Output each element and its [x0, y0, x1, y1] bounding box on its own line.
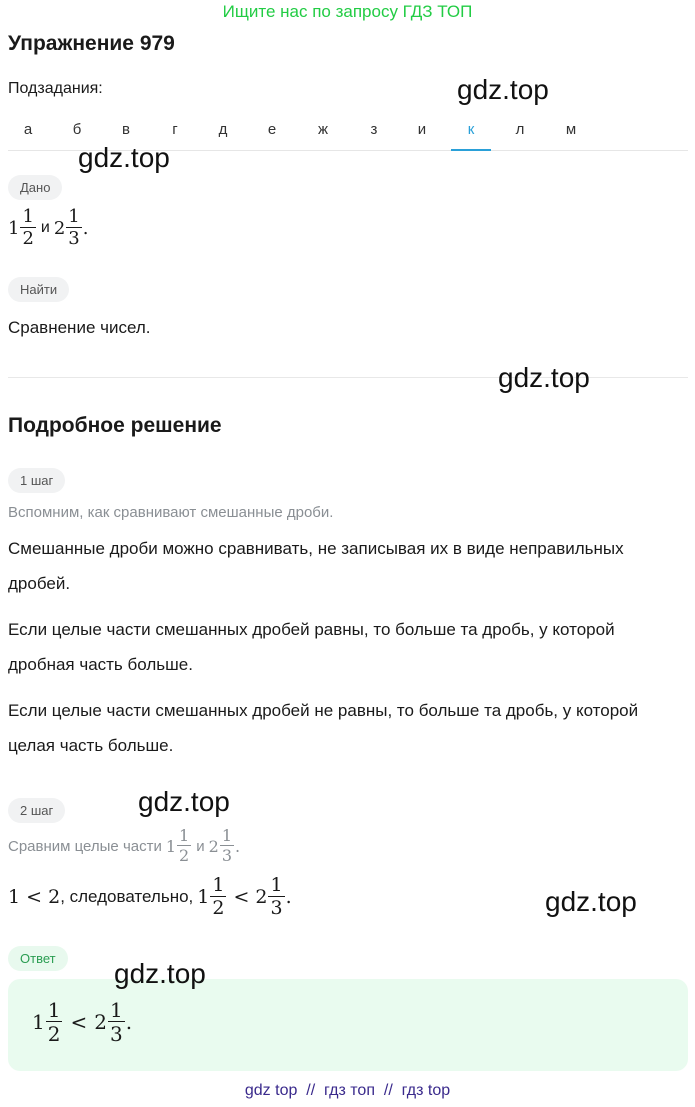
conjunction: и	[40, 219, 50, 236]
watermark: gdz.top	[457, 74, 549, 105]
watermark: gdz.top	[78, 142, 170, 173]
step1-paragraph: Если целые части смешанных дробей не равны, то больше та дробь, у которой	[8, 701, 639, 720]
step1-paragraph: Если целые части смешанных дробей равны, то больше та дробь, у которой	[8, 620, 615, 639]
step1-paragraph: Смешанные дроби можно сравнивать, не записывая их в виде неправильных	[8, 539, 624, 558]
answer-pill: Ответ	[8, 946, 68, 971]
answer-pill-wrap	[8, 946, 68, 971]
answer-math: 1 $\frac{1}{2}$ < 2 $\frac{1}{3}$ .	[32, 998, 133, 1046]
step1-paragraph: дробей.	[8, 574, 71, 593]
given-expression	[8, 208, 88, 248]
given-section	[8, 175, 62, 200]
tab-z[interactable]: з	[370, 121, 378, 138]
tab-g[interactable]: г	[172, 121, 178, 138]
active-tab-indicator	[451, 149, 491, 151]
tab-k[interactable]: к	[467, 121, 475, 138]
subtasks-label: Подзадания:	[8, 80, 103, 97]
mixed-whole: 1	[8, 217, 20, 239]
watermark: gdz.top	[498, 362, 590, 393]
watermark: gdz.top	[114, 958, 206, 989]
fraction: $\frac{1}{2}$	[22, 206, 34, 249]
step1-pill: 1 шаг	[8, 468, 65, 493]
tab-b[interactable]: б	[72, 121, 82, 138]
mixed-whole: 2	[53, 217, 66, 239]
step2-pill: 2 шаг	[8, 798, 65, 823]
inequality: 1 < 2	[8, 886, 61, 908]
watermark: gdz.top	[138, 786, 230, 817]
tab-a[interactable]: а	[23, 121, 33, 138]
step1-hint: Вспомним, как сравнивают смешанные дроби.	[8, 504, 334, 521]
step2-hint	[8, 828, 240, 864]
solution-title: Подробное решение	[8, 414, 222, 437]
tab-l[interactable]: л	[515, 121, 525, 138]
step2-pill-wrap	[8, 798, 65, 823]
period: .	[82, 217, 89, 239]
consequence-text: , следовательно,	[60, 887, 194, 906]
promo-banner[interactable]: Ищите нас по запросу ГДЗ ТОП	[222, 2, 473, 21]
footer-links[interactable]: gdz top // гдз топ // гдз top	[244, 1082, 451, 1099]
step2-hint-math: 1 $\frac{1}{2}$ и 2 $\frac{1}{3}$ .	[165, 826, 241, 865]
tab-i[interactable]: и	[417, 121, 427, 138]
given-pill: Дано	[8, 175, 62, 200]
tab-e[interactable]: е	[267, 121, 277, 138]
tab-v[interactable]: в	[122, 121, 130, 138]
tab-zh[interactable]: ж	[317, 121, 329, 138]
find-pill: Найти	[8, 277, 69, 302]
step2-hint-text: Сравним целые части	[8, 837, 162, 855]
tab-m[interactable]: м	[565, 121, 577, 138]
step2-conclusion	[8, 876, 292, 918]
step1-paragraph: дробная часть больше.	[8, 655, 193, 674]
step1-pill-wrap	[8, 468, 65, 493]
conclusion-math: 1 $\frac{1}{2}$ < 2 $\frac{1}{3}$ .	[197, 874, 292, 919]
step1-paragraph: целая часть больше.	[8, 736, 174, 755]
find-text: Сравнение чисел.	[8, 318, 151, 337]
fraction: $\frac{1}{3}$	[68, 206, 80, 249]
tab-d[interactable]: д	[218, 121, 228, 138]
find-section	[8, 277, 69, 302]
watermark: gdz.top	[545, 886, 637, 917]
page-title: Упражнение 979	[8, 32, 175, 55]
